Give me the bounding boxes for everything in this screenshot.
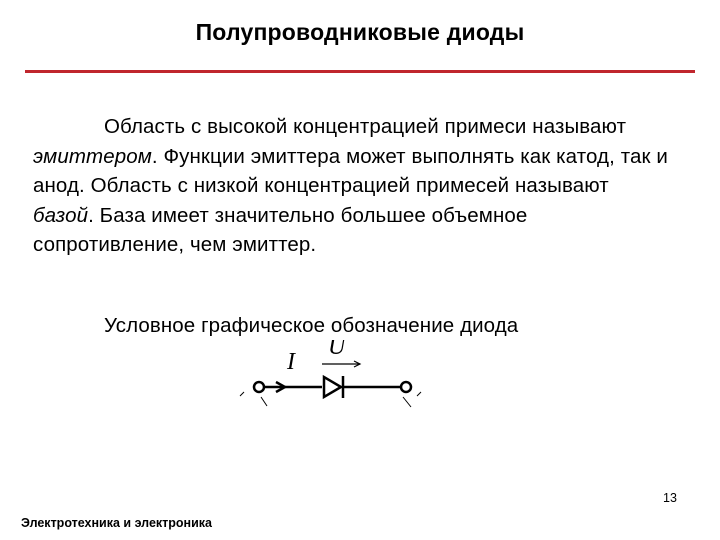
paragraph-part-1: Область с высокой концентрацией примеси называют [104,115,627,138]
diagram-caption: Условное графическое обозначение диода [104,314,519,337]
left-terminal [240,382,267,406]
body-paragraph [33,112,673,260]
page-number: 13 [663,491,677,505]
right-terminal [401,382,421,407]
paragraph-part-3: . База имеет значительно большее объемное сопротивление, чем эмиттер. [33,203,528,256]
footer-course-name: Электротехника и электроника [21,516,212,530]
current-label: I [287,349,295,375]
diode-symbol-diagram [235,340,425,415]
voltage-arrow [322,361,360,367]
paragraph-part-2: . Функции эмиттера может выполнять как катод, так и анод. Область с низкой концентрацией примесей называют [33,144,668,197]
diode-icon [324,376,343,398]
title-divider [25,70,695,73]
term-base: базой [33,203,89,227]
slide-title: Полупроводниковые диоды [195,19,525,45]
voltage-label: U [328,340,346,360]
term-emitter: эмиттером [33,144,152,168]
